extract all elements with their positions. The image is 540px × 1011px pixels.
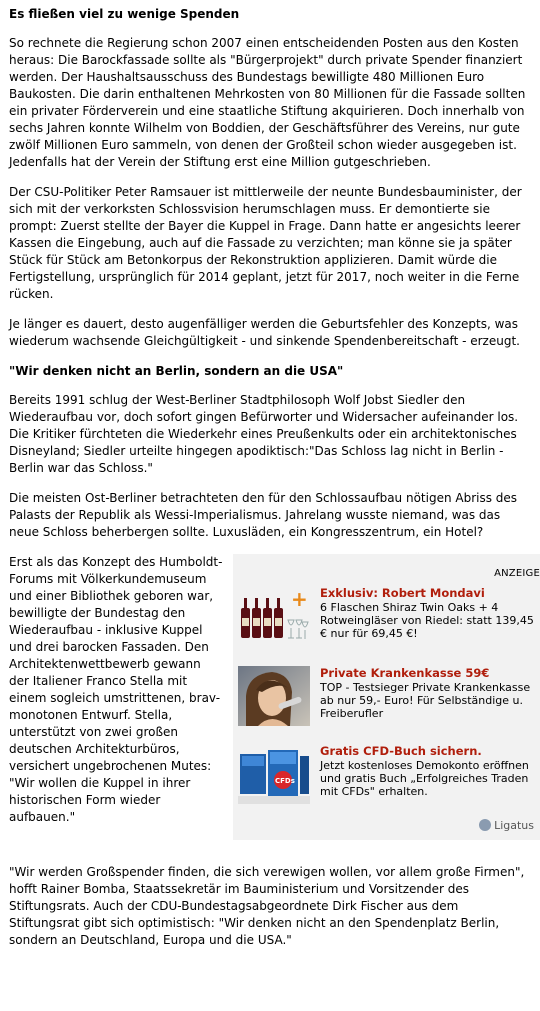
ad-body[interactable]: Jetzt kostenloses Demokonto eröffnen und gratis Buch „Erfolgreiches Traden mit CFDs" erhalten. <box>320 759 529 798</box>
section-heading: Es fließen viel zu wenige Spenden <box>9 7 240 21</box>
woman-portrait-image[interactable] <box>238 666 310 726</box>
ad-item-cfd[interactable] <box>238 744 538 810</box>
wine-bottles-image[interactable] <box>238 586 310 646</box>
paragraph: Der CSU-Politiker Peter Ramsauer ist mittlerweile der neunte Bundesbauminister, der sich mit der verkorksten Schlossvision herumschlagen muss. Er demontierte sie prompt: Zuerst stellte der Bayer die Kuppel in Frage. Dann hatte er angesichts leerer Kassen die Eingebung, auch auf die Fassade zu verzichten; man könne sie ja später Stück für Stück am Betonkorpus der Rekonstruktion applizieren. Damit würde die Fertigstellung, ursprünglich für 2014 geplant, jetzt für 2017, noch weiter in die Ferne rücken. <box>9 185 522 301</box>
paragraph: Die meisten Ost-Berliner betrachteten den für den Schlossaufbau nötigen Abriss des Palasts der Republik als Wessi-Imperialismus. Jahrelang wusste niemand, was das neue Schloss beherbergen sollte. Luxusläden, ein Kongresszentrum, ein Hotel? <box>9 491 518 539</box>
paragraph: Je länger es dauert, desto augenfälliger werden die Geburtsfehler des Konzepts, was wiederum wachsende Gleichgültigkeit - und sinkende Spendenbereitschaft - erzeugt. <box>9 317 520 348</box>
cfd-books-image[interactable] <box>238 744 310 804</box>
ad-float-section <box>9 554 540 850</box>
ad-label: ANZEIGE <box>494 568 540 579</box>
paragraph: So rechnete die Regierung schon 2007 einen entscheidenden Posten aus den Kosten heraus: Die Barockfassade sollte als "Bürgerprojekt" durch private Spender finanziert werden. Der Haushaltsausschuss des Bundestags bewilligte 480 Millionen Euro Baukosten. Die darin enthaltenen Mehrkosten von 80 Millionen für die Fassade sollten ein privater Förderverein und eine staatliche Stiftung akquirieren. Doch innerhalb von sechs Jahren konnte Wilhelm von Boddien, der Geschäftsführer des Vereins, nur gute zwölf Millionen Euro sammeln, von denen der Großteil schon wieder ausgegeben ist. Jedenfalls hat der Verein der Stiftung erst eine Million gutgeschrieben. <box>9 36 526 169</box>
paragraph: Erst als das Konzept des Humboldt-Forums mit Völkerkundemuseum und einer Bibliothek geboren war, bewilligte der Bundestag den Wiederaufbau - inklusive Kuppel und drei barocken Fassaden. Den Architektenwettbewerb gewann der Italiener Franco Stella mit einem sogleich umstrittenen, brav-monotonen Entwurf. Stella, unterstützt von zwei großen deutschen Architekturbüros, versichert ungebrochenen Mutes: "Wir wollen die Kuppel in ihrer historischen Form wieder aufbauen." <box>9 555 223 824</box>
paragraph: "Wir werden Großspender finden, die sich verewigen wollen, vor allem große Firmen", hofft Rainer Bomba, Staatssekretär im Bauministerium und Vorsitzender des Stiftungsrats. Auch der CDU-Bundestagsabgeordnete Dirk Fischer aus dem Stiftungsrat gibt sich optimistisch: "Wir denken nicht an den Spendenplatz Berlin, sondern an Deutschland, Europa und die USA." <box>9 865 525 947</box>
ad-body[interactable]: 6 Flaschen Shiraz Twin Oaks + 4 Rotweingläser von Riedel: statt 139,45 € nur für 69,45 €! <box>320 601 534 640</box>
ad-item-wine[interactable] <box>238 586 538 652</box>
ad-title[interactable]: Exklusiv: Robert Mondavi <box>320 586 485 600</box>
paragraph: Bereits 1991 schlug der West-Berliner Stadtphilosoph Wolf Jobst Siedler den Wiederaufbau vor, doch sofort gingen Befürworter und Widersacher aufeinander los. Die Kritiker fürchteten die Wiederkehr eines Preußenkults oder ein architektonisches Disneyland; Siedler urteilte hingegen apodiktisch:"Das Schloss lag nicht in Berlin - Berlin war das Schloss." <box>9 393 519 475</box>
ad-title[interactable]: Gratis CFD-Buch sichern. <box>320 744 482 758</box>
ad-title[interactable]: Private Krankenkasse 59€ <box>320 666 490 680</box>
ad-item-insurance[interactable] <box>238 666 538 732</box>
svg-text:+: + <box>291 587 308 611</box>
ligatus-link[interactable] <box>479 819 534 832</box>
ligatus-icon <box>479 819 491 831</box>
ligatus-label: Ligatus <box>494 819 534 832</box>
svg-text:CFDs: CFDs <box>275 777 295 785</box>
advertisement-box <box>233 554 540 840</box>
ad-body[interactable]: TOP - Testsieger Private Krankenkasse ab nur 59,- Euro! Für Selbständige u. Freiberufler <box>320 681 531 720</box>
section-heading: "Wir denken nicht an Berlin, sondern an die USA" <box>9 364 344 378</box>
